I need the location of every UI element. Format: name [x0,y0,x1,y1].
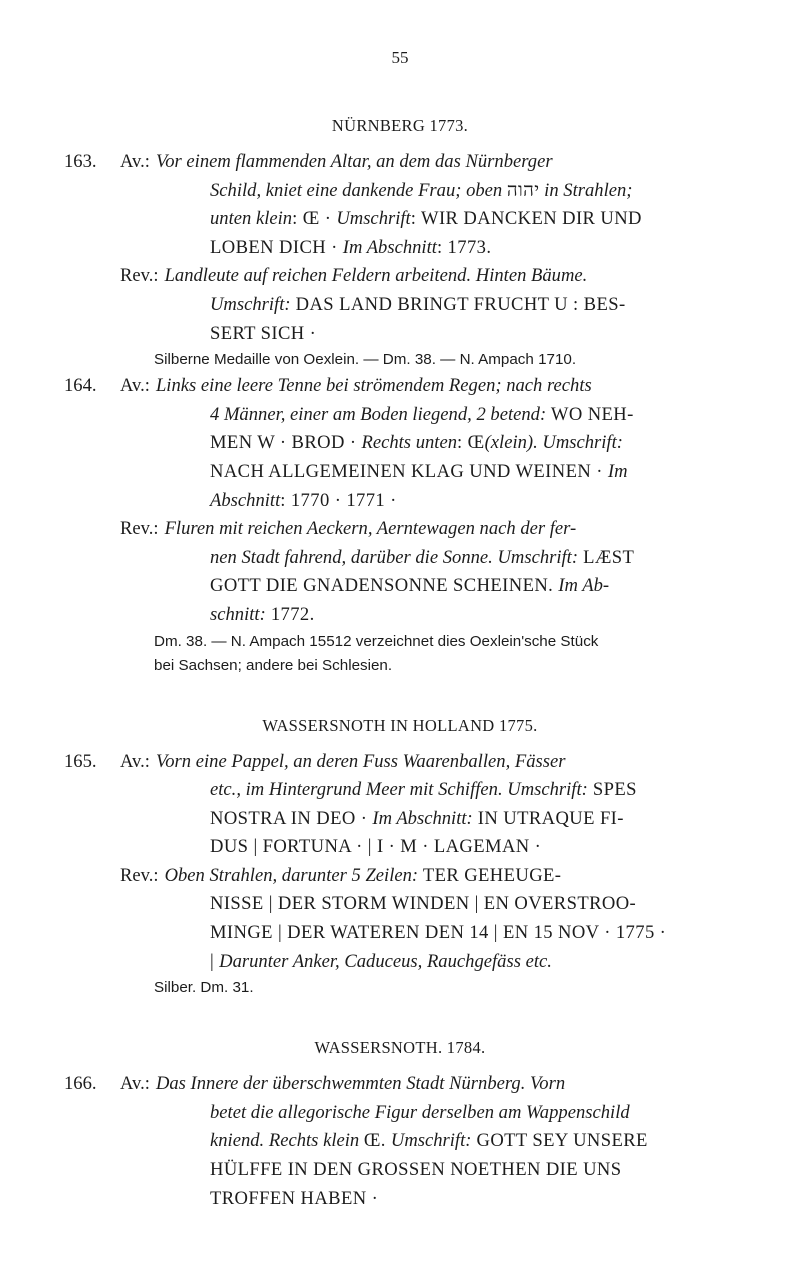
text-line [120,320,736,349]
sections [64,116,736,1213]
text-line [120,748,736,777]
entry-obverse [64,148,736,262]
text-run: Umschrift: [210,293,291,315]
text-line [120,177,736,206]
text-run: unten klein [210,208,293,230]
entry-obverse [64,748,736,862]
text-line [120,291,736,320]
text-run: : Œ · [292,208,337,230]
text-line [120,544,736,573]
text-run: Fluren mit reichen Aeckern, Aerntewagen nach der fer- [164,518,577,540]
text-line [120,776,736,805]
catalog-entry [64,748,736,1001]
entry-obverse [64,1070,736,1213]
text-run: SPES [587,779,637,801]
text-run: : 1770 · 1771 · [280,489,397,511]
entry-obverse [64,372,736,515]
entry-note: bei Sachsen; andere bei Schlesien. [154,656,393,674]
text-run: : Œ [457,432,485,454]
text-line [120,262,736,291]
text-run: MINGE | DER WATEREN DEN 14 | EN 15 NOV · 1775 · [210,922,667,944]
text-run: LOBEN DICH · [210,236,343,258]
text-run: betet die allegorische Figur derselben am Wappenschild [210,1101,630,1123]
text-run: HÜLFFE IN DEN GROSSEN NOETHEN DIE UNS [210,1159,622,1181]
text-line [120,487,736,516]
entry-reverse [64,862,736,976]
section-title: WASSERSNOTH IN HOLLAND 1775. [262,715,538,735]
text-run: Darunter Anker, Caduceus, Rauchgefäss etc. [219,950,552,972]
text-run: Im [607,460,628,482]
text-run: MEN W · BROD · [210,432,362,454]
page-number: 55 [391,48,409,67]
text-line [120,862,736,891]
text-line [120,458,736,487]
text-line [120,148,736,177]
text-line [120,833,736,862]
text-line [120,401,736,430]
entry-number: 165. [64,750,97,772]
text-run: Rechts unten [361,432,458,454]
text-run: | [210,950,220,972]
text-line [120,948,736,977]
catalog-entry [64,148,736,372]
text-line [120,234,736,263]
text-run: Im Ab- [558,575,610,597]
obverse-text [120,1070,736,1213]
text-line [120,919,736,948]
text-run: nen Stadt fahrend, darüber die Sonne. Umschrift: [210,546,579,568]
text-line [120,1127,736,1156]
text-run: IN UTRAQUE FI- [472,807,624,829]
obverse-text [120,372,736,515]
text-run: Landleute auf reichen Feldern arbeitend. Hinten Bäume. [164,265,588,287]
entry-note: Dm. 38. — N. Ampach 15512 verzeichnet dies Oexlein'sche Stück [154,632,599,650]
obverse-text [120,148,736,262]
text-run: Œ. [363,1130,391,1152]
text-run: Umschrift [336,208,411,230]
text-run: kniend. Rechts klein [210,1130,364,1152]
text-run: Schild, kniet eine dankende Frau; oben [210,179,507,201]
text-line [120,572,736,601]
text-run: Links eine leere Tenne bei strömendem Regen; nach rechts [155,375,592,397]
text-line [120,1070,736,1099]
text-run: NISSE | DER STORM WINDEN | EN OVERSTROO- [210,893,637,915]
text-run: etc., im Hintergrund Meer mit Schiffen. Umschrift: [210,779,588,801]
text-line [120,372,736,401]
text-line [120,805,736,834]
section-title: NÜRNBERG 1773. [331,116,469,135]
text-run: WO NEH- [546,403,634,425]
catalog-entry [64,372,736,677]
text-run: Vor einem flammenden Altar, an dem das Nürnberger [155,151,553,172]
text-run: Im Abschnitt [342,236,437,258]
text-run: DAS LAND BRINGT FRUCHT U : BES- [290,293,626,315]
text-run: NOSTRA IN DEO · [210,807,373,829]
text-run: SERT SICH · [210,322,317,344]
entry-reverse [64,262,736,348]
text-line [120,1185,736,1214]
entry-number: 163. [64,151,97,172]
text-run: GOTT SEY UNSERE [471,1130,648,1152]
section-title: WASSERSNOTH. 1784. [314,1038,486,1058]
text-run: Das Innere der überschwemmten Stadt Nürnberg. Vorn [155,1073,566,1095]
text-run: 4 Männer, einer am Boden liegend, 2 betend: [210,403,547,425]
text-run: 1772. [265,603,315,625]
text-run: NACH ALLGEMEINEN KLAG UND WEINEN · [210,460,608,482]
catalog-entry [64,1070,736,1213]
text-run: DUS | FORTUNA · | I · M · LAGEMAN · [210,836,542,858]
reverse-label: Rev.: [120,864,159,886]
text-run: LÆST [578,546,635,568]
obverse-label: Av.: [120,151,150,172]
text-line [120,429,736,458]
text-run: TER GEHEUGE- [418,864,562,886]
obverse-label: Av.: [120,750,150,772]
text-run: Oben Strahlen, darunter 5 Zeilen: [164,864,419,886]
text-run: יהוה [506,179,540,201]
text-run: : 1773. [436,236,492,258]
text-line [120,205,736,234]
text-line [120,515,736,544]
text-run: Abschnitt [210,489,281,511]
text-run: : WIR DANCKEN DIR UND [410,208,642,230]
text-line [120,1099,736,1128]
text-line [120,601,736,630]
obverse-label: Av.: [120,375,150,397]
text-line [120,1156,736,1185]
text-run: (xlein). Umschrift: [484,432,623,454]
text-run: Im Abschnitt: [372,807,473,829]
text-run: GOTT DIE GNADENSONNE SCHEINEN. [210,575,559,597]
entry-reverse [64,515,736,629]
obverse-text [120,748,736,862]
text-line [120,890,736,919]
text-run: Umschrift: [390,1130,472,1152]
reverse-label: Rev.: [120,518,159,540]
text-run: TROFFEN HABEN · [210,1187,379,1209]
text-run: Vorn eine Pappel, an deren Fuss Waarenballen, Fässer [155,750,566,772]
entry-note: Silberne Medaille von Oexlein. — Dm. 38. — N. Ampach 1710. [154,351,577,369]
text-run: in Strahlen; [539,179,633,201]
text-run: schnitt: [210,603,266,625]
entry-number: 166. [64,1073,97,1095]
reverse-label: Rev.: [120,265,159,287]
entry-number: 164. [64,375,97,397]
obverse-label: Av.: [120,1073,150,1095]
entry-note: Silber. Dm. 31. [154,979,254,997]
